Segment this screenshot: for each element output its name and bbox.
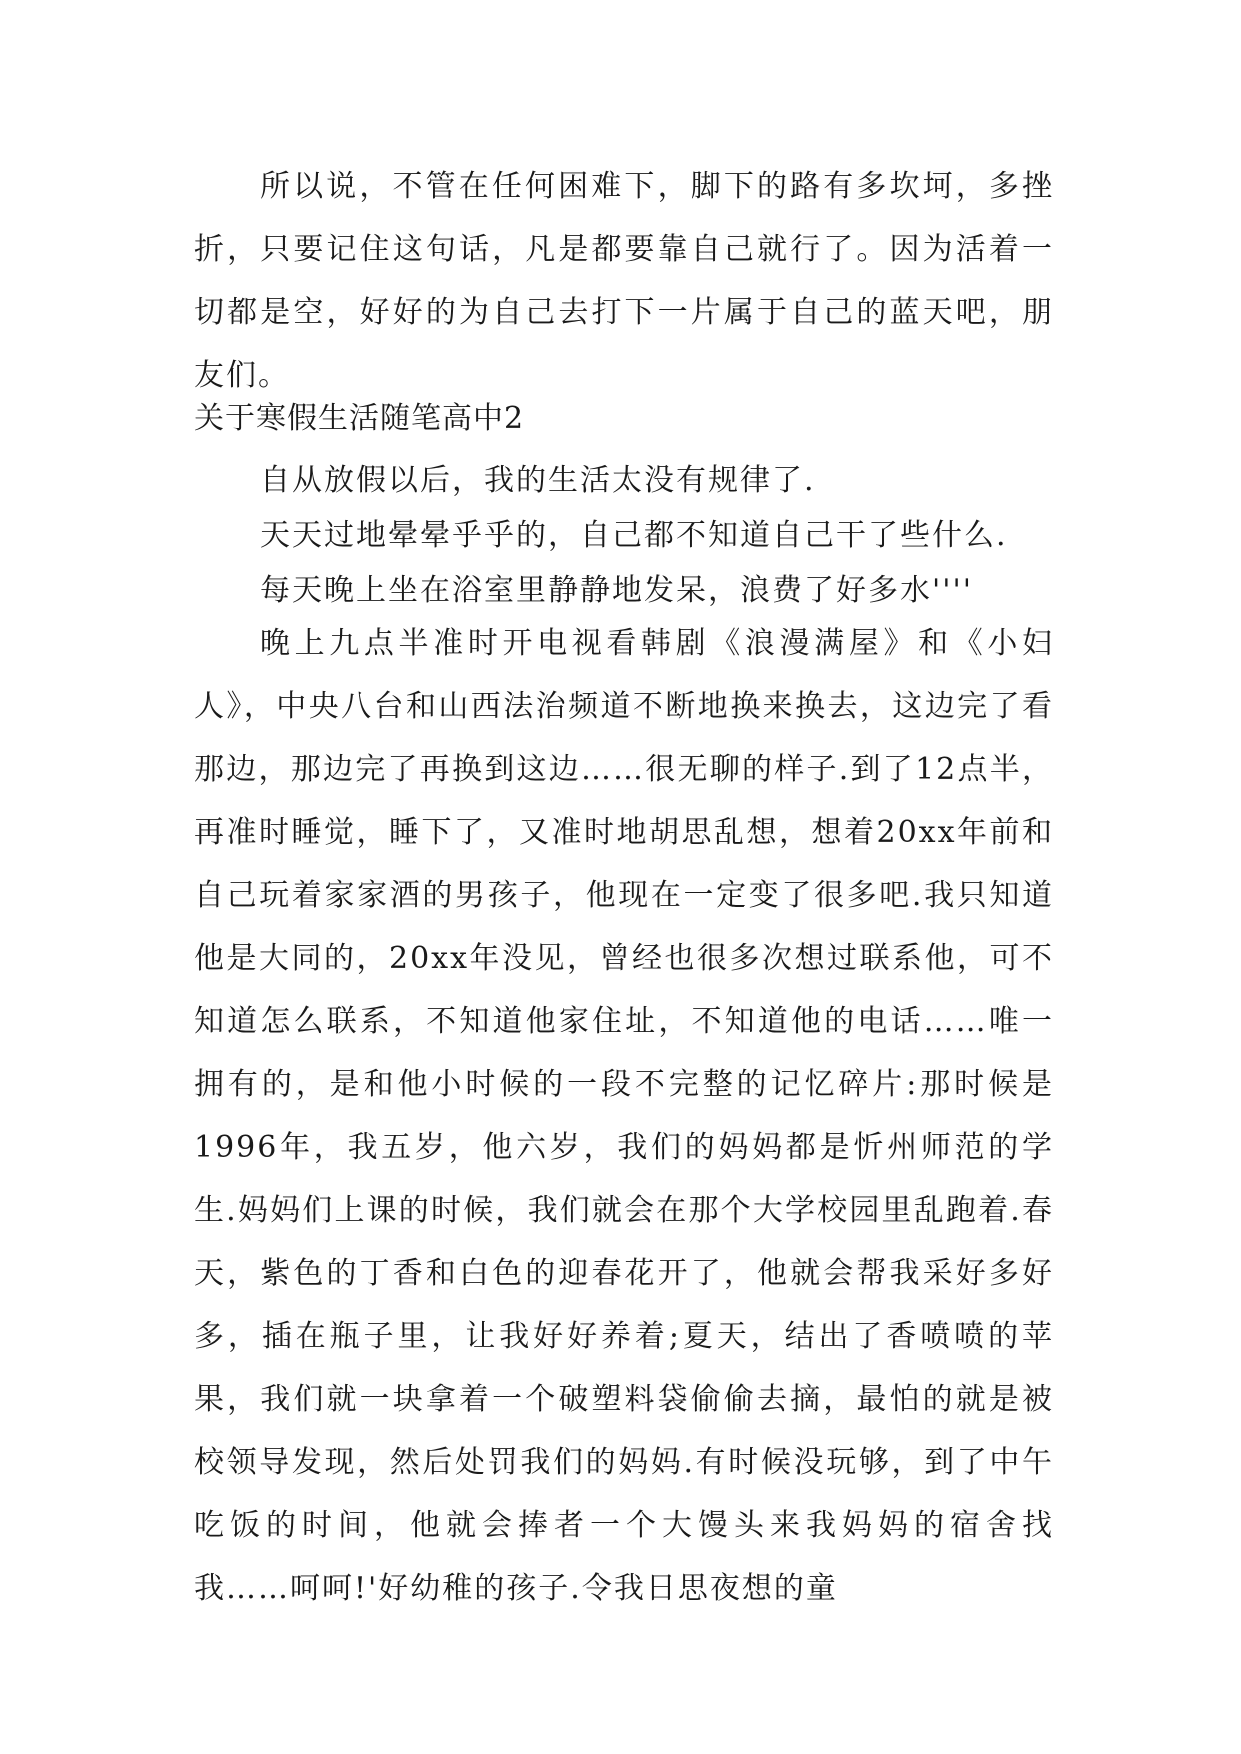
short-lines-list <box>260 453 1060 618</box>
short-line: 自从放假以后，我的生活太没有规律了. <box>260 463 816 498</box>
continuation-paragraph: 所以说，不管在任何困难下，脚下的路有多坎坷，多挫折，只要记住这句话，凡是都要靠自己就行了。因为活着一切都是空，好好的为自己去打下一片属于自己的蓝天吧，朋友们。 <box>194 169 1054 393</box>
main-paragraph: 晚上九点半准时开电视看韩剧《浪漫满屋》和《小妇人》，中央八台和山西法治频道不断地换来换去，这边完了看那边，那边完了再换到这边……很无聊的样子.到了12点半，再准时睡觉，睡下了，又准时地胡思乱想，想着20xx年前和自己玩着家家酒的男孩子，他现在一定变了很多吧.我只知道他是大同的，20xx年没见，曾经也很多次想过联系他，可不知道怎么联系，不知道他家住址，不知道他的电话……唯一拥有的，是和他小时候的一段不完整的记忆碎片:那时候是1996年，我五岁，他六岁，我们的妈妈都是忻州师范的学生.妈妈们上课的时候，我们就会在那个大学校园里乱跑着.春天，紫色的丁香和白色的迎春花开了，他就会帮我采好多好多，插在瓶子里，让我好好养着;夏天，结出了香喷喷的苹果，我们就一块拿着一个破塑料袋偷偷去摘，最怕的就是被校领导发现，然后处罚我们的妈妈.有时候没玩够，到了中午吃饭的时间，他就会捧者一个大馒头来我妈妈的宿舍找我……呵呵!'好幼稚的孩子.令我日思夜想的童 <box>194 626 1054 1606</box>
section-heading: 关于寒假生活随笔高中2 <box>194 401 525 436</box>
short-line: 每天晚上坐在浴室里静静地发呆，浪费了好多水'''' <box>260 573 973 608</box>
short-line: 天天过地晕晕乎乎的，自己都不知道自己干了些什么. <box>260 518 1008 553</box>
